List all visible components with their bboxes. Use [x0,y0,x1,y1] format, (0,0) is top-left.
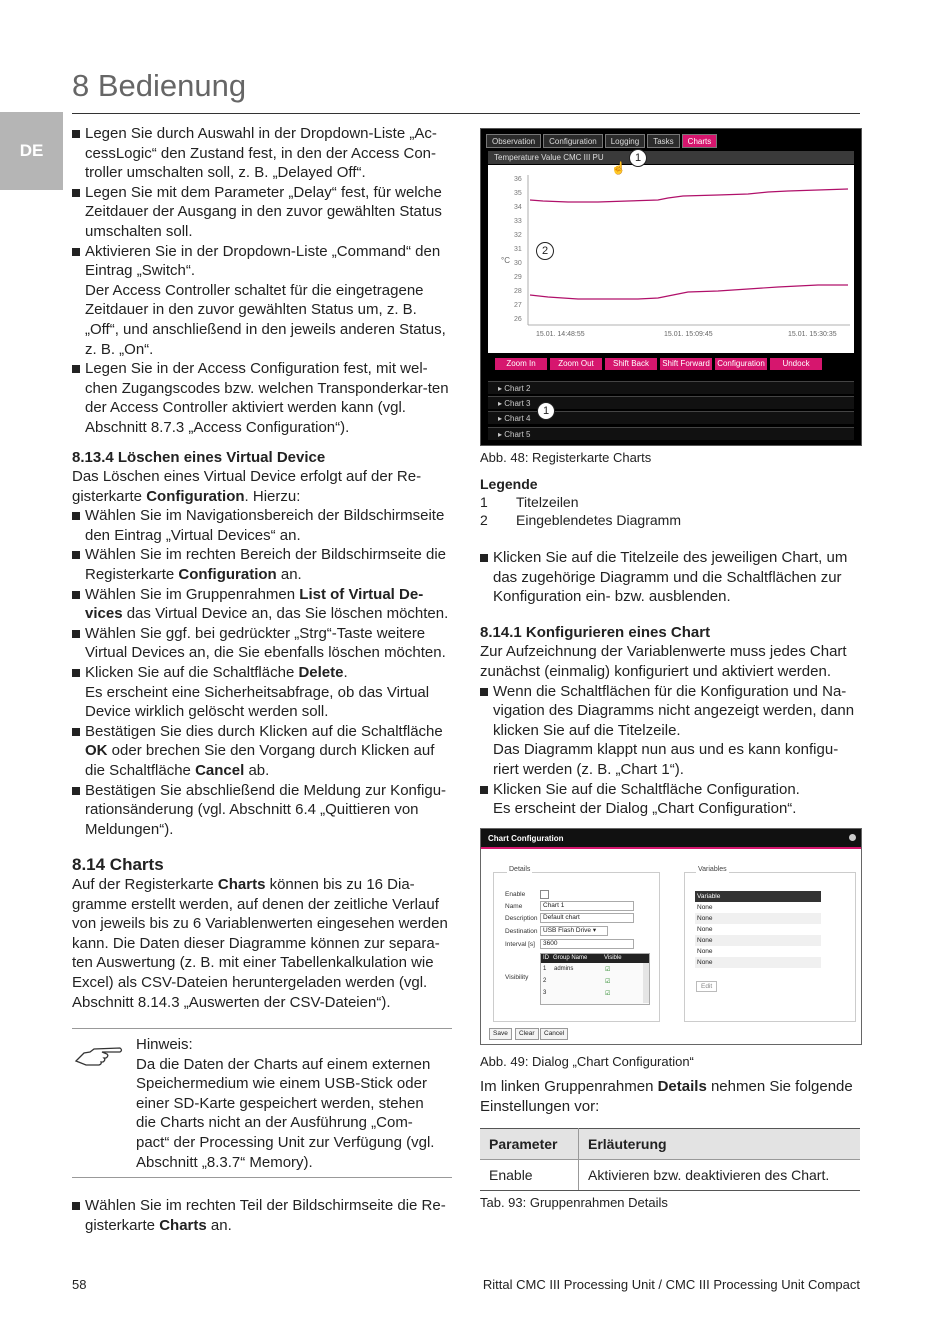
chart-row[interactable]: ▸ Chart 5 [488,427,854,440]
x-tick-label: 15.01. 15:30:35 [788,331,837,338]
dialog-title: Chart Configuration [481,829,861,849]
table-93-caption: Tab. 93: Gruppenrahmen Details [480,1195,668,1210]
shift-forward-button[interactable]: Shift Forward [660,358,712,370]
section-heading-8134: 8.13.4 Löschen eines Virtual Device [72,448,326,466]
language-tab: DE [0,112,63,190]
description-label: Description [505,915,538,922]
bullet-item: Klicken Sie auf die Schaltfläche Delete. Es erscheint eine Sicherheitsabfrage, ob das Virtual Device wirklich gelöscht werden soll. [72,663,454,722]
bullet-square-icon [72,669,80,677]
chart-row[interactable]: ▸ Chart 4 [488,411,854,424]
x-tick-label: 15.01. 14:48:55 [536,331,585,338]
y-tick-label: 31 [514,246,522,253]
destination-label: Destination [505,928,538,935]
bullet-square-icon [480,786,488,794]
visibility-table-header: ID Group Name Visible [541,954,649,963]
y-tick-label: 28 [514,288,522,295]
variable-row[interactable]: None [695,935,821,946]
bullet-item: Klicken Sie auf die Schaltfläche Configuration. Es erscheint der Dialog „Chart Configuration“. [480,780,862,819]
bullet-square-icon [72,130,80,138]
tab-charts[interactable]: Charts [682,134,718,148]
callout-2: 2 [536,242,554,260]
y-tick-label: 30 [514,260,522,267]
description-field[interactable]: Default chart [540,913,634,923]
visibility-label: Visibility [505,974,529,981]
mouse-pointer-icon: ☝ [611,161,626,175]
group-row[interactable]: 2 ☑ [543,978,611,985]
y-tick-label: 36 [514,176,522,183]
left-column [72,124,454,1012]
left-final [72,1196,454,1235]
name-label: Name [505,903,523,910]
bullet-item: Wenn die Schaltflächen für die Konfiguration und Na-vigation des Diagramms nicht angezeigt werden, dann klicken Sie auf die Titelzeile. Das Diagramm klappt nun aus und es kann konfigu-riert werden (z. B. „Chart 1“). [480,682,862,780]
scrollbar[interactable] [643,963,649,1003]
variable-row[interactable]: None [695,957,821,968]
tab-logging[interactable]: Logging [605,134,645,148]
table-header: Erläuterung [579,1129,861,1160]
bullet-square-icon [72,365,80,373]
bullet-item: Wählen Sie im rechten Teil der Bildschirmseite die Re-gisterkarte Charts an. [72,1196,454,1235]
bullet-item: Wählen Sie im Navigationsbereich der Bildschirmseite den Eintrag „Virtual Devices“ an. [72,506,454,545]
visibility-table [540,953,650,1005]
header-rule [72,113,860,114]
bullet-item: Wählen Sie im rechten Bereich der Bildschirmseite die Registerkarte Configuration an. [72,545,454,584]
bullet-square-icon [72,1202,80,1210]
variables-header: Variable [695,891,821,902]
zoom-out-button[interactable]: Zoom Out [550,358,602,370]
section-intro: Das Löschen eines Virtual Device erfolgt auf der Re-gisterkarte Configuration. Hierzu: [72,468,422,505]
bullet-item: Legen Sie in der Access Configuration fest, mit wel-chen Zugangscodes bzw. welchen Transponderkar-ten der Access Controller aktiviert werden kann (vgl. Abschnitt 8.7.3 „Access Configuration“). [72,359,454,437]
variable-row[interactable]: None [695,913,821,924]
y-tick-label: 29 [514,274,522,281]
tab-bar [486,134,717,148]
cancel-button[interactable]: Cancel [540,1028,568,1040]
chapter-title: 8 Bedienung [72,68,247,103]
right-column [480,548,862,819]
section-heading-814: 8.14 Charts [72,855,164,875]
y-tick-label: 27 [514,302,522,309]
bullet-item: Aktivieren Sie in der Dropdown-Liste „Command“ den Eintrag „Switch“. Der Access Controller schaltet für die eingetragene Zeitdauer in den zuvor gewählten Status um, z. B. „Off“, und anschließend in den jeweils anderen Status, z. B. „On“. [72,242,454,360]
details-intro: Im linken Gruppenrahmen Details nehmen Sie folgende Einstellungen vor: [480,1078,853,1115]
variable-row[interactable]: None [697,904,713,911]
chart-button-row [495,358,822,370]
page-number: 58 [72,1277,87,1292]
variables-list [695,891,821,969]
table-row: Enable Aktivieren bzw. deaktivieren des Chart. [480,1160,860,1191]
bullet-square-icon [72,189,80,197]
chart-configuration-dialog [480,828,862,1045]
save-button[interactable]: Save [489,1028,512,1040]
details-group-label: Details [509,866,531,873]
y-tick-label: 26 [514,316,522,323]
check-icon: ☑ [605,979,611,985]
bullet-item: Wählen Sie im Gruppenrahmen List of Virtual De-vices das Virtual Device an, das Sie löschen möchten. [72,585,454,624]
variable-row[interactable]: None [697,926,713,933]
y-tick-label: 33 [514,218,522,225]
bullet-square-icon [72,591,80,599]
close-icon[interactable] [849,834,856,841]
legend-item: 2 Eingeblendetes Diagramm [480,512,681,528]
tab-configuration[interactable]: Configuration [543,134,603,148]
destination-select[interactable]: USB Flash Drive ▾ [540,926,608,936]
callout-1-top: 1 [629,149,647,167]
section-heading-8141: 8.14.1 Konfigurieren eines Chart [480,623,711,641]
bullet-square-icon [72,728,80,736]
bullet-square-icon [72,551,80,559]
y-tick-label: 35 [514,190,522,197]
zoom-in-button[interactable]: Zoom In [495,358,547,370]
bullet-item: Legen Sie durch Auswahl in der Dropdown-Liste „Ac-cessLogic“ den Zustand fest, in den der Access Con-troller umschalten soll, z. B. „Delayed Off“. [72,124,454,183]
callout-1-rows: 1 [537,402,555,420]
bullet-square-icon [72,512,80,520]
bullet-item: Legen Sie mit dem Parameter „Delay“ fest, für welche Zeitdauer der Ausgang in den zuvor gewählten Status umschalten soll. [72,183,454,242]
check-icon: ☑ [605,991,611,997]
tab-tasks[interactable]: Tasks [647,134,679,148]
bullet-item: Klicken Sie auf die Titelzeile des jeweiligen Chart, um das zugehörige Diagramm und die Schaltflächen zur Konfiguration ein- bzw. ausblenden. [480,548,862,607]
pointing-hand-icon [74,1039,124,1069]
enable-checkbox[interactable] [540,890,549,899]
interval-label: Interval [s] [505,941,535,948]
section-intro: Zur Aufzeichnung der Variablenwerte muss jedes Chart zunächst (einmalig) konfiguriert und aktiviert werden. [480,643,847,680]
legend-item: 1 Titelzeilen [480,494,579,510]
charts-screenshot [480,128,862,446]
y-unit-label: °C [501,256,510,265]
group-row[interactable]: 1 admins ☑ [543,966,611,973]
bullet-item: Bestätigen Sie dies durch Klicken auf die Schaltfläche OK oder brechen Sie den Vorgang durch Klicken auf die Schaltfläche Cancel ab. [72,722,454,781]
chevron-down-icon: ▾ [592,927,597,934]
note-box [72,1028,452,1178]
shift-back-button[interactable]: Shift Back [605,358,657,370]
bullet-item: Bestätigen Sie abschließend die Meldung zur Konfigu-rationsänderung (vgl. Abschnitt 6.4 „Quittieren von Meldungen“). [72,781,454,840]
tab-observation[interactable]: Observation [486,134,541,148]
series-lower-line [530,285,848,299]
footer-title: Rittal CMC III Processing Unit / CMC III Processing Unit Compact [482,1277,860,1292]
check-icon: ☑ [605,967,611,973]
y-tick-labels [514,176,522,323]
interval-field[interactable]: 3600 [540,939,634,949]
bullet-square-icon [480,688,488,696]
y-tick-label: 32 [514,232,522,239]
edit-button[interactable]: Edit [696,981,717,992]
name-field[interactable]: Chart 1 [540,901,634,911]
chart-title-bar[interactable]: Temperature Value CMC III PU [488,151,854,164]
x-tick-label: 15.01. 15:09:45 [664,331,713,338]
y-tick-label: 34 [514,204,522,211]
undock-button[interactable]: Undock [770,358,822,370]
chart-row[interactable]: ▸ Chart 2 [488,381,854,394]
configuration-button[interactable]: Configuration [715,358,767,370]
series-upper-line [530,189,848,202]
figure-48-legend: Legende 1 Titelzeilen 2 Eingeblendetes Diagramm [480,475,860,529]
bullet-square-icon [72,787,80,795]
figure-49-caption: Abb. 49: Dialog „Chart Configuration“ [480,1054,694,1069]
clear-button[interactable]: Clear [515,1028,539,1040]
table-header: Parameter [480,1129,579,1160]
figure-48-caption: Abb. 48: Registerkarte Charts [480,450,652,465]
details-table [480,1128,860,1191]
bullet-square-icon [480,554,488,562]
section-paragraph: Auf der Registerkarte Charts können bis zu 16 Dia-gramme erstellt werden, auf denen der zeitliche Verlauf von jeweils bis zu 6 Variablenwerten eingesehen werden kann. Die Daten dieser Diagramme können zur separa-ten Auswertung (z. B. mit einer Tabellenkalkulation wie Excel) als CSV-Dateien heruntergeladen werden (vgl. Abschnitt 8.14.3 „Auswerten der CSV-Dateien“). [72,875,448,1011]
chart-row[interactable]: ▸ Chart 3 [488,396,854,409]
variable-row[interactable]: None [697,948,713,955]
bullet-square-icon [72,630,80,638]
group-row[interactable]: 3 ☑ [543,990,611,997]
bullet-item: Wählen Sie ggf. bei gedrückter „Strg“-Taste weitere Virtual Devices an, die Sie ebenfalls löschen möchten. [72,624,454,663]
bullet-square-icon [72,248,80,256]
note-text: Da die Daten der Charts auf einem externen Speichermedium wie einem USB-Stick oder einer SD-Karte gespeichert werden, stehen die Charts nicht an der Ausführung „Com-pact“ der Processing Unit zur Verfügung (vgl. Abschnitt „8.3.7“ Memory). [136,1055,435,1171]
note-title: Hinweis: [136,1036,193,1053]
enable-label: Enable [505,891,526,898]
variables-group-label: Variables [698,866,727,873]
